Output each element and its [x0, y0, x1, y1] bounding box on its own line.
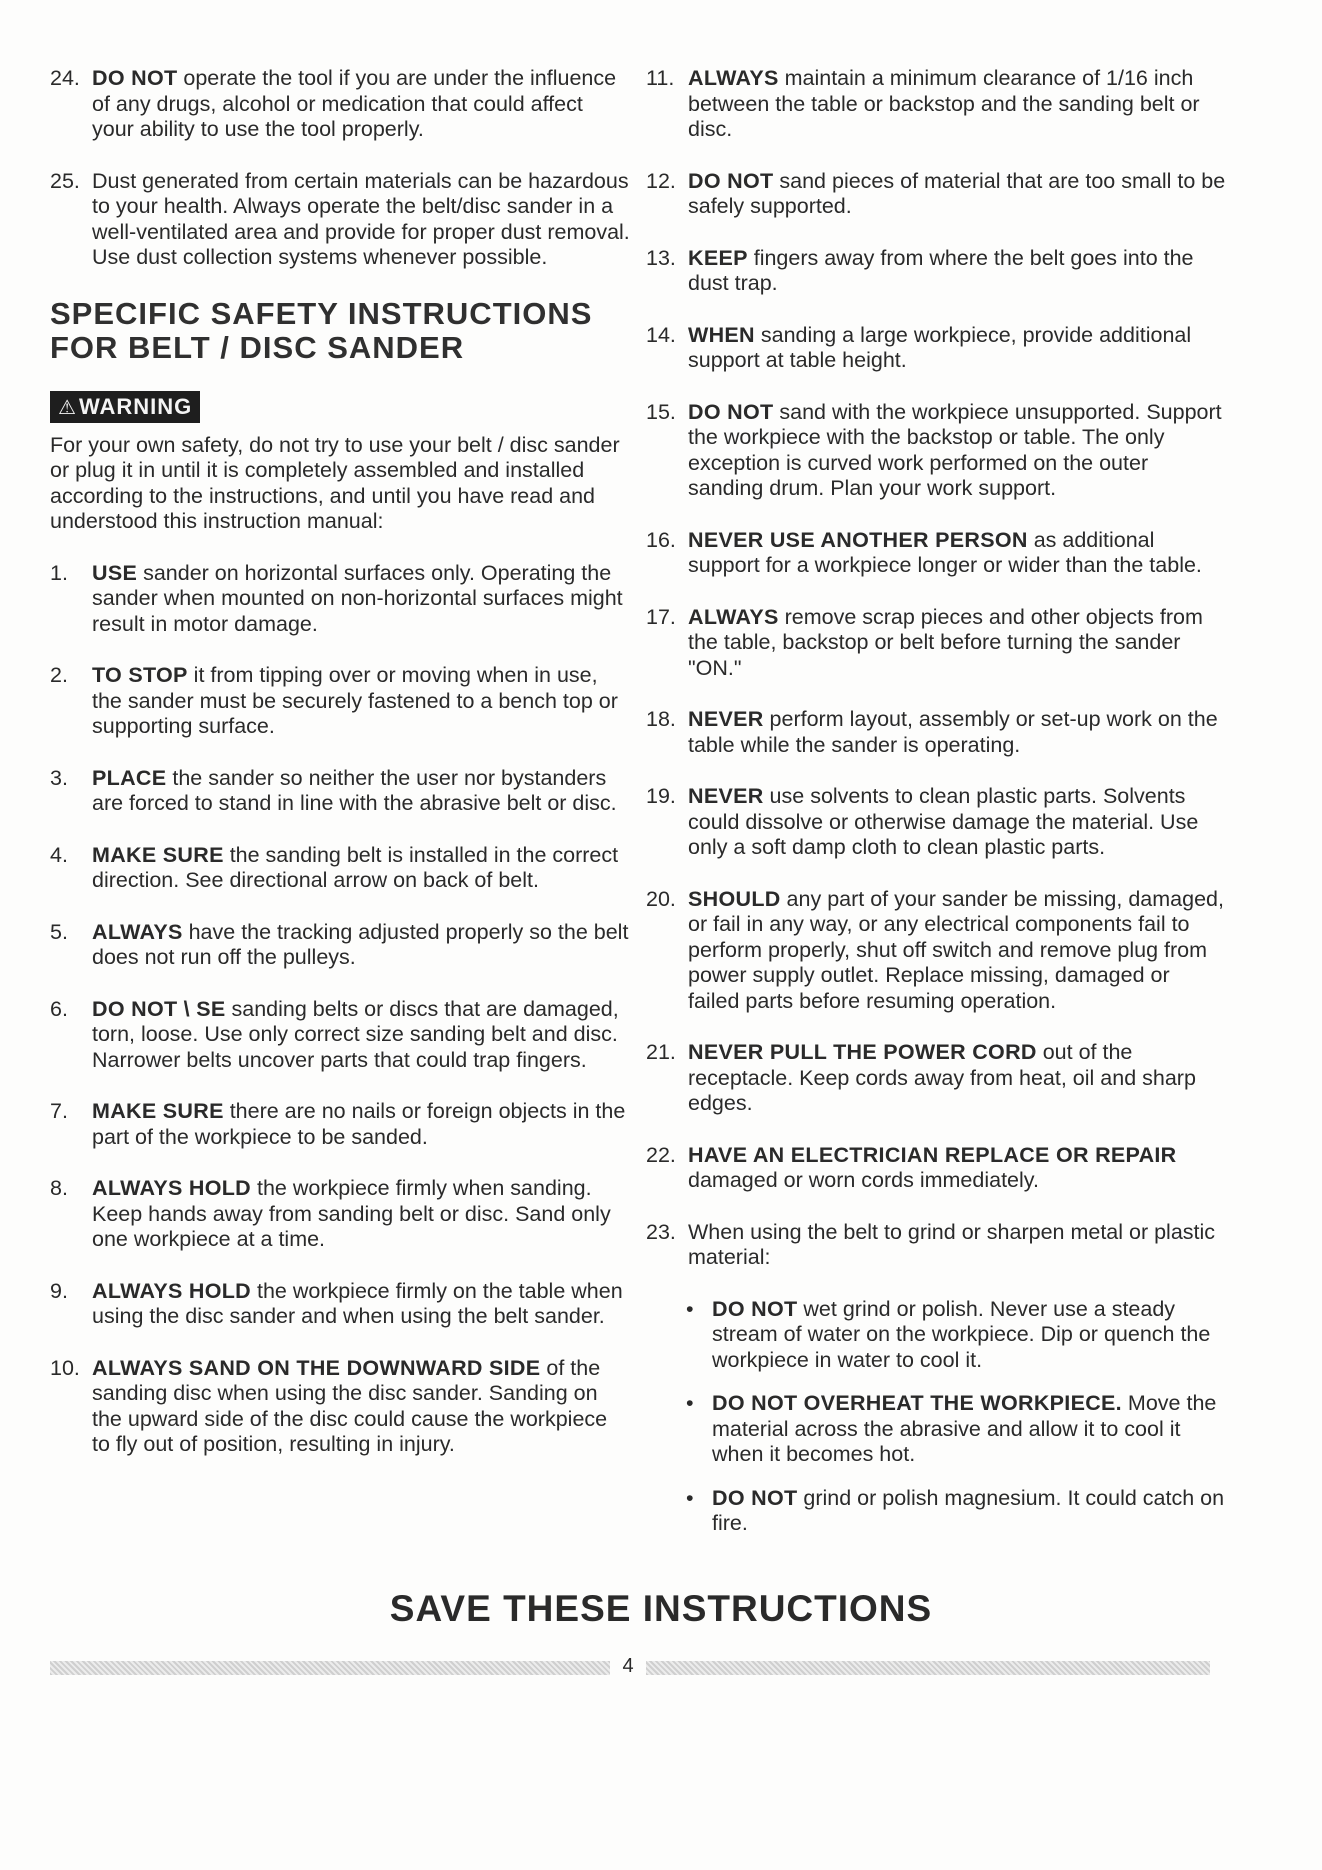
instruction-item: [50, 843, 630, 894]
item-number: 20.: [646, 886, 676, 911]
page-footer: [50, 1655, 1210, 1681]
instruction-item: [646, 707, 1226, 758]
item-keyword: DO NOT: [92, 66, 178, 90]
item-number: 1.: [50, 560, 68, 585]
item-text: perform layout, assembly or set-up work on the table while the sander is operating.: [688, 707, 1218, 757]
instruction-item: [646, 246, 1226, 297]
intro-paragraph: For your own safety, do not try to use your belt / disc sander or plug it in until it is completely assembled and installed according to the instructions, and until you have read and understood this instruction manual:: [50, 432, 620, 533]
item-number: 15.: [646, 399, 676, 424]
item-number: 11.: [646, 66, 675, 90]
item-number: 14.: [646, 322, 676, 347]
instruction-item: [50, 663, 630, 740]
item-number: 13.: [646, 245, 676, 270]
instruction-item: [646, 1220, 1226, 1271]
instruction-item: [50, 1279, 630, 1330]
item-keyword: ALWAYS HOLD: [92, 1278, 251, 1303]
item-keyword: ALWAYS: [92, 919, 183, 944]
footer-pattern-left: [50, 1661, 610, 1675]
item-text: the workpiece firmly on the table when using the disc sander and when using the belt sander.: [92, 1278, 623, 1328]
warning-label: [50, 391, 200, 423]
item-keyword: NEVER PULL THE POWER CORD: [688, 1040, 1037, 1064]
item-keyword: MAKE SURE: [92, 842, 224, 867]
item-text: it from tipping over or moving when in use, the sander must be securely fastened to a bench top or supporting surface.: [92, 663, 618, 738]
instruction-item: [50, 1099, 630, 1150]
item-text: grind or polish magnesium. It could catch on fire.: [712, 1485, 1225, 1535]
item-keyword: DO NOT OVERHEAT THE WORKPIECE.: [712, 1391, 1122, 1415]
item-text: operate the tool if you are under the influence of any drugs, alcohol or medication that could affect your ability to use the tool properly.: [92, 66, 617, 141]
bullet-icon: •: [686, 1296, 694, 1321]
item-keyword: SHOULD: [688, 886, 781, 911]
item-number: 4.: [50, 842, 68, 867]
instruction-item: [50, 66, 630, 143]
item-text: sander on horizontal surfaces only. Operating the sander when mounted on non-horizontal surfaces might result in motor damage.: [92, 560, 623, 636]
item-number: 22.: [646, 1142, 676, 1167]
item-text: wet grind or polish. Never use a steady stream of water on the workpiece. Dip or quench the workpiece in water to cool it.: [712, 1296, 1211, 1372]
item-keyword: ALWAYS: [688, 66, 779, 90]
instruction-item: [646, 887, 1226, 1015]
item-keyword: NEVER USE ANOTHER PERSON: [688, 527, 1028, 552]
item-number: 6.: [50, 996, 68, 1021]
sub-instruction-item: [646, 1297, 1226, 1374]
item-number: 5.: [50, 919, 68, 944]
item-keyword: TO STOP: [92, 663, 188, 687]
item-number: 9.: [50, 1278, 68, 1303]
item-number: 23.: [646, 1219, 676, 1244]
footer-pattern-right: [646, 1661, 1210, 1675]
item-keyword: NEVER: [688, 784, 764, 808]
instruction-item: [50, 920, 630, 971]
item-text: remove scrap pieces and other objects from the table, backstop or belt before turning the sander "ON.": [688, 604, 1203, 680]
instruction-item: [646, 1143, 1226, 1194]
item-text: fingers away from where the belt goes into the dust trap.: [688, 245, 1194, 295]
sub-instruction-list: [646, 1297, 1226, 1537]
item-keyword: ALWAYS: [688, 604, 779, 629]
item-number: 25.: [50, 168, 80, 193]
item-number: 7.: [50, 1099, 68, 1123]
item-text: out of the receptacle. Keep cords away from heat, oil and sharp edges.: [688, 1040, 1196, 1115]
item-keyword: WHEN: [688, 322, 755, 347]
item-number: 16.: [646, 527, 676, 552]
item-keyword: HAVE AN ELECTRICIAN REPLACE OR REPAIR: [688, 1142, 1177, 1167]
instruction-item: [646, 1040, 1226, 1117]
save-instructions-title: SAVE THESE INSTRUCTIONS: [389, 1588, 933, 1629]
instruction-item: [50, 561, 630, 638]
instruction-item: [50, 766, 630, 817]
item-number: 24.: [50, 66, 80, 90]
item-text: any part of your sander be missing, damaged, or fail in any way, or any electrical components fail to perform properly, shut off switch and remove plug from power supply outlet. Replace missing, damaged or failed parts before resuming operation.: [688, 886, 1224, 1013]
item-keyword: ALWAYS HOLD: [92, 1176, 251, 1200]
item-text: the workpiece firmly when sanding. Keep hands away from sanding belt or disc. Sand only one workpiece at a time.: [92, 1176, 611, 1251]
bullet-icon: •: [686, 1485, 694, 1510]
instruction-item: [646, 784, 1226, 861]
warning-triangle-icon: ⚠: [58, 396, 77, 419]
item-text: sanding belts or discs that are damaged, torn, loose. Use only correct size sanding belt and disc. Narrower belts uncover parts that could trap fingers.: [92, 996, 619, 1072]
item-keyword: DO NOT \ SE: [92, 996, 226, 1021]
instruction-item: [50, 1356, 630, 1458]
item-number: 12.: [646, 168, 676, 193]
item-text: sand pieces of material that are too small to be safely supported.: [688, 168, 1226, 218]
item-text: maintain a minimum clearance of 1/16 inch between the table or backstop and the sanding belt or disc.: [688, 66, 1200, 141]
item-keyword: USE: [92, 560, 138, 585]
item-number: 8.: [50, 1176, 68, 1200]
instruction-item: [646, 323, 1226, 374]
right-column: [646, 66, 1226, 1555]
item-text: sanding a large workpiece, provide additional support at table height.: [688, 322, 1192, 372]
left-instruction-list: [50, 561, 630, 1458]
item-number: 2.: [50, 663, 68, 687]
item-number: 3.: [50, 765, 68, 790]
item-number: 21.: [646, 1040, 676, 1064]
instruction-item: [646, 528, 1226, 579]
instruction-item: [646, 400, 1226, 502]
item-text: Dust generated from certain materials can be hazardous to your health. Always operate the belt/disc sander in a well-ventilated area and provide for proper dust removal. Use dust collection systems whenever possible.: [92, 168, 630, 269]
item-text: When using the belt to grind or sharpen metal or plastic material:: [688, 1219, 1216, 1269]
item-keyword: DO NOT: [712, 1485, 798, 1510]
item-keyword: KEEP: [688, 245, 748, 270]
item-text: damaged or worn cords immediately.: [688, 1168, 1039, 1192]
item-text: there are no nails or foreign objects in the part of the workpiece to be sanded.: [92, 1099, 626, 1149]
instruction-item: [646, 66, 1226, 143]
instruction-item: [50, 1176, 630, 1253]
warning-text: WARNING: [78, 393, 193, 419]
item-text: use solvents to clean plastic parts. Solvents could dissolve or otherwise damage the material. Use only a soft damp cloth to clean plastic parts.: [688, 784, 1199, 859]
item-keyword: NEVER: [688, 707, 764, 731]
item-text: have the tracking adjusted properly so the belt does not run off the pulleys.: [92, 919, 629, 969]
page-number: 4: [622, 1655, 634, 1677]
item-keyword: DO NOT: [688, 168, 774, 193]
bullet-icon: •: [686, 1391, 694, 1415]
sub-instruction-item: [646, 1391, 1226, 1468]
item-number: 17.: [646, 604, 676, 629]
right-instruction-list: [646, 66, 1226, 1271]
section-heading: SPECIFIC SAFETY INSTRUCTIONS FOR BELT / DISC SANDER: [50, 295, 593, 365]
item-number: 19.: [646, 784, 676, 808]
instruction-item: [50, 169, 630, 271]
item-keyword: DO NOT: [712, 1296, 798, 1321]
item-keyword: ALWAYS SAND ON THE DOWNWARD SIDE: [92, 1355, 541, 1380]
item-text: Move the material across the abrasive and allow it to cool it when it becomes hot.: [712, 1391, 1217, 1466]
item-keyword: PLACE: [92, 765, 167, 790]
item-text: of the sanding disc when using the disc sander. Sanding on the upward side of the disc could cause the workpiece to fly out of position, resulting in injury.: [92, 1355, 608, 1456]
item-keyword: MAKE SURE: [92, 1099, 224, 1123]
left-top-items: [50, 66, 630, 271]
item-keyword: DO NOT: [688, 399, 774, 424]
item-text: sand with the workpiece unsupported. Support the workpiece with the backstop or table. The only exception is curved work performed on the outer sanding drum. Plan your work support.: [688, 399, 1222, 500]
left-column: [50, 66, 630, 1484]
item-text: the sanding belt is installed in the correct direction. See directional arrow on back of belt.: [92, 842, 619, 892]
item-text: as additional support for a workpiece longer or wider than the table.: [688, 527, 1202, 577]
instruction-item: [646, 169, 1226, 220]
item-number: 18.: [646, 707, 676, 731]
item-number: 10.: [50, 1355, 80, 1380]
sub-instruction-item: [646, 1486, 1226, 1537]
instruction-item: [646, 605, 1226, 682]
item-text: the sander so neither the user nor bystanders are forced to stand in line with the abrasive belt or disc.: [92, 765, 617, 815]
instruction-item: [50, 997, 630, 1074]
